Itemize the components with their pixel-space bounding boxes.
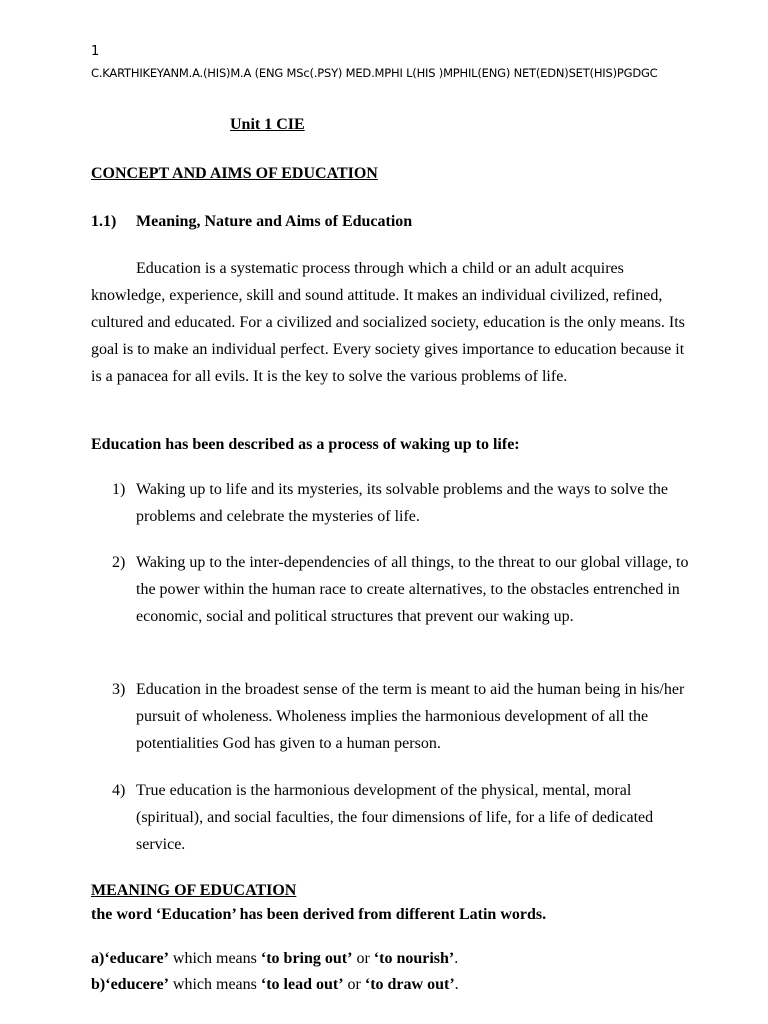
intro-paragraph (91, 255, 691, 390)
latin-word: ‘educere’ (105, 976, 169, 993)
section-number: 1.1) (91, 213, 117, 230)
list-text: Waking up to life and its mysteries, its solvable problems and the ways to solve the problems and celebrate the mysteries of life. (136, 481, 668, 525)
latin-meaning: ‘to bring out’ (260, 950, 353, 967)
latin-or: or (343, 976, 365, 993)
list-item (112, 777, 692, 858)
latin-word-item (91, 950, 458, 968)
latin-means: which means (168, 976, 261, 993)
author-header: C.KARTHIKEYANM.A.(HIS)M.A (ENG MSc(.PSY) MED.MPHI L(HIS )MPHIL(ENG) NET(EDN)SET(HIS)PGDGC (91, 66, 658, 80)
list-text: Education in the broadest sense of the term is meant to aid the human being in his/her pursuit of wholeness. Wholeness implies the harmonious development of all the potentialities God has given to a human person. (136, 681, 685, 752)
list-text: Waking up to the inter-dependencies of all things, to the threat to our global village, to the power within the human race to create alternatives, to the obstacles entrenched in economic, social and political structures that prevent our waking up. (136, 554, 689, 625)
latin-meaning: ‘to nourish’ (373, 950, 455, 967)
latin-end: . (454, 950, 459, 967)
list-marker: 1) (112, 481, 126, 498)
list-item (112, 549, 692, 630)
latin-end: . (454, 976, 459, 993)
list-text: True education is the harmonious development of the physical, mental, moral (spiritual), and social faculties, the four dimensions of life, for a life of dedicated service. (136, 782, 654, 853)
waking-heading: Education has been described as a process of waking up to life: (91, 436, 520, 453)
latin-meaning: ‘to lead out’ (260, 976, 344, 993)
list-marker: 3) (112, 681, 126, 698)
list-item (112, 676, 692, 757)
intro-text: Education is a systematic process through which a child or an adult acquires knowledge, experience, skill and sound attitude. It makes an individual civilized, refined, cultured and educated. For a civilized and socialized society, education is the only means. Its goal is to make an individual perfect. Every society gives importance to education because it is a panacea for all evils. It is the key to solve the various problems of life. (91, 260, 685, 385)
latin-word: ‘educare’ (104, 950, 169, 967)
chapter-title: CONCEPT AND AIMS OF EDUCATION (91, 165, 378, 182)
meaning-heading: MEANING OF EDUCATION (91, 882, 297, 899)
latin-or: or (352, 950, 374, 967)
derived-statement: the word ‘Education’ has been derived from different Latin words. (91, 906, 547, 923)
latin-means: which means (168, 950, 261, 967)
latin-marker: b) (91, 976, 106, 993)
page-number: 1 (91, 44, 100, 59)
list-marker: 4) (112, 782, 126, 799)
latin-marker: a) (91, 950, 105, 967)
latin-meaning: ‘to draw out’ (364, 976, 455, 993)
list-item (112, 476, 692, 530)
list-marker: 2) (112, 554, 126, 571)
section-heading (91, 213, 412, 231)
section-title: Meaning, Nature and Aims of Education (136, 213, 413, 230)
unit-title: Unit 1 CIE (230, 116, 305, 133)
latin-word-item (91, 976, 459, 994)
